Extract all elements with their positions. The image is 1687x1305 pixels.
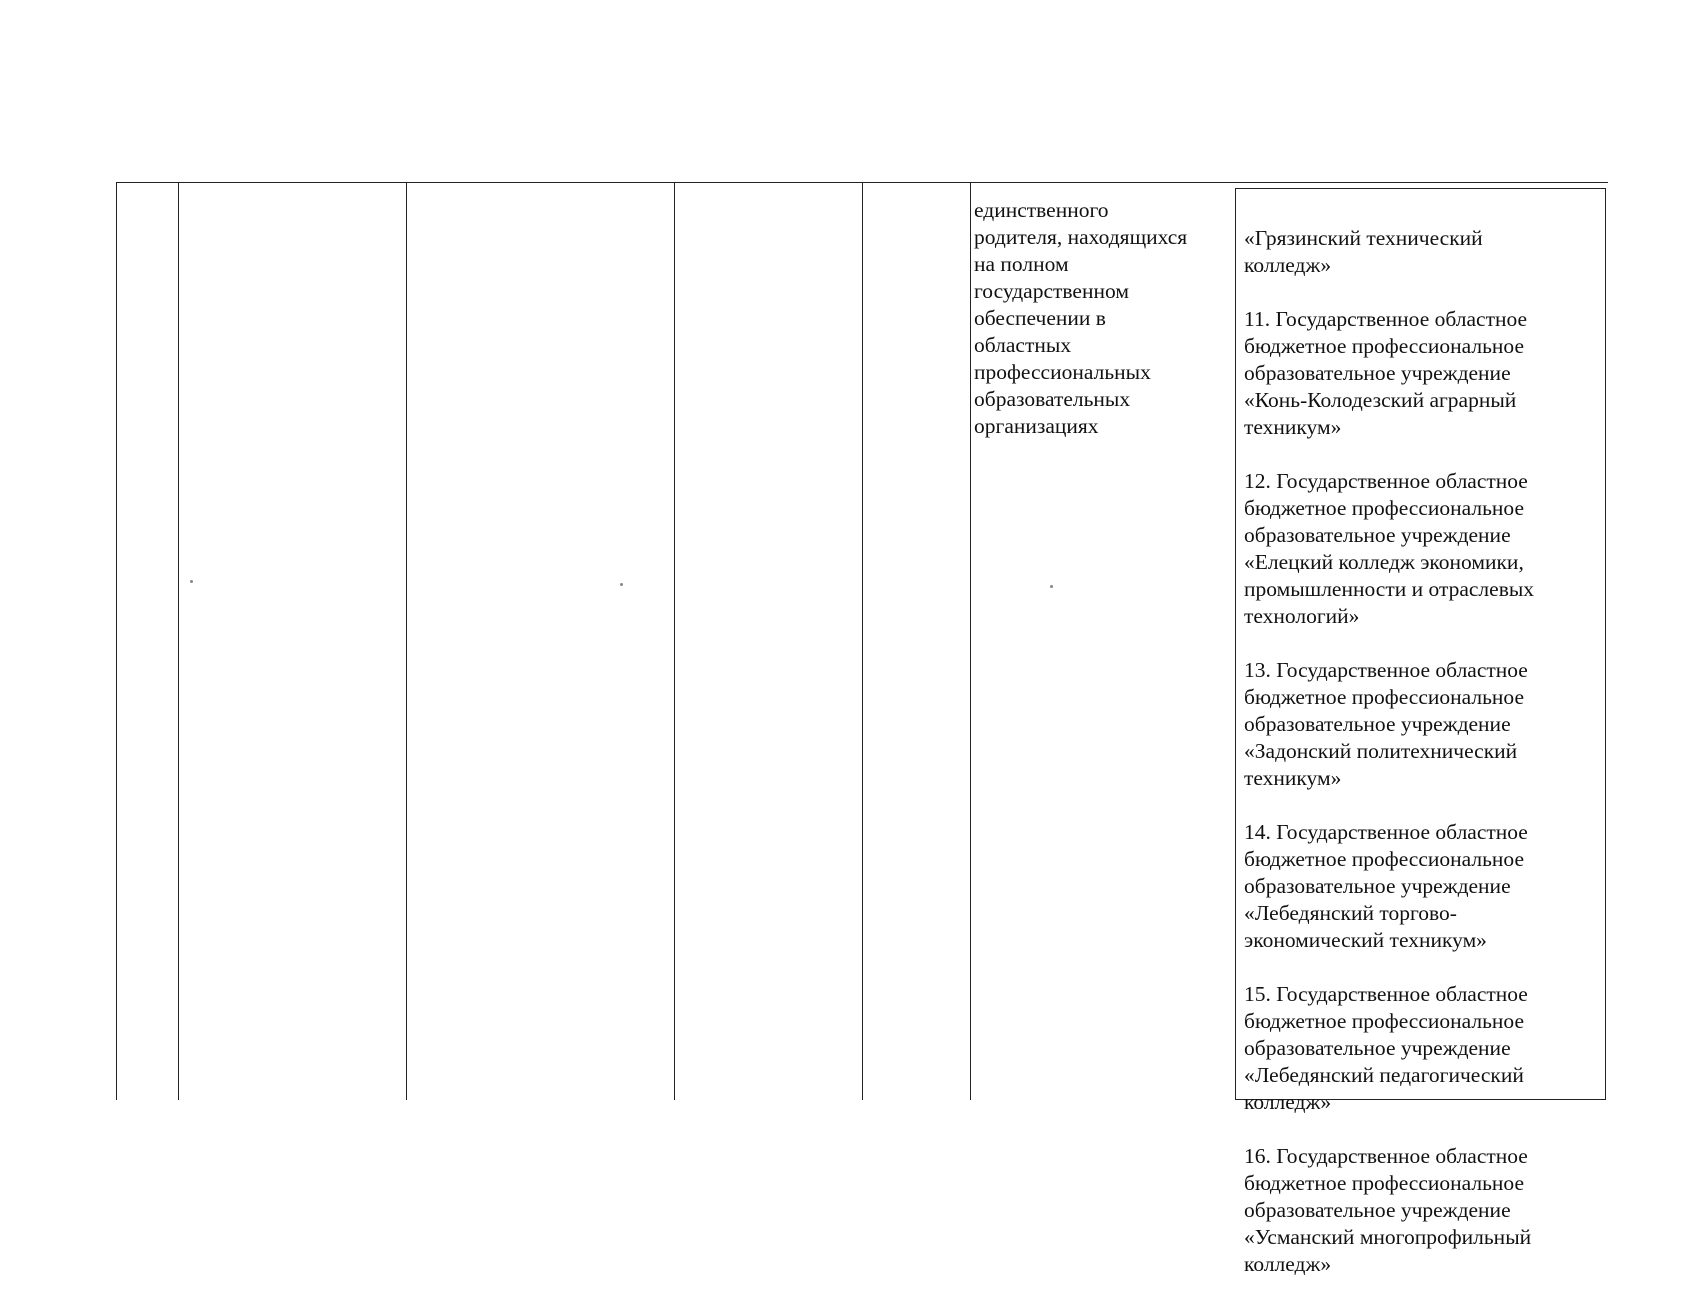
document-table	[116, 182, 1608, 1276]
list-item: 16. Государственное областное бюджетное профессиональное образовательное учреждение «Усманский многопрофильный колледж»	[1244, 1144, 1532, 1276]
column-divider-1	[178, 183, 179, 1100]
scan-speck	[1050, 585, 1053, 588]
column-divider-3	[674, 183, 675, 1100]
list-item: 15. Государственное областное бюджетное профессиональное образовательное учреждение «Лебедянский педагогический колледж»	[1244, 982, 1528, 1114]
scan-speck	[190, 580, 193, 583]
list-item: 11. Государственное областное бюджетное профессиональное образовательное учреждение «Конь-Колодезский аграрный техникум»	[1244, 307, 1528, 439]
list-item: 12. Государственное областное бюджетное профессиональное образовательное учреждение «Елецкий колледж экономики, промышленности и отраслевых технологий»	[1244, 469, 1535, 628]
institutions-list	[1244, 198, 1604, 1305]
column-divider-4	[862, 183, 863, 1100]
table-border-left	[116, 183, 117, 1100]
list-item: 14. Государственное областное бюджетное профессиональное образовательное учреждение «Лебедянский торгово- экономический техникум»	[1244, 820, 1528, 952]
column-divider-2	[406, 183, 407, 1100]
cell-recipients-description: единственного родителя, находящихся на полном государственном обеспечении в областных профессиональных образовательных организациях	[974, 198, 1188, 438]
column-divider-5	[970, 183, 971, 1100]
list-item: «Грязинский технический колледж»	[1244, 226, 1483, 277]
list-item: 13. Государственное областное бюджетное профессиональное образовательное учреждение «Задонский политехнический техникум»	[1244, 658, 1528, 790]
cell-institutions-list	[1235, 188, 1606, 1276]
scan-speck	[620, 583, 623, 586]
